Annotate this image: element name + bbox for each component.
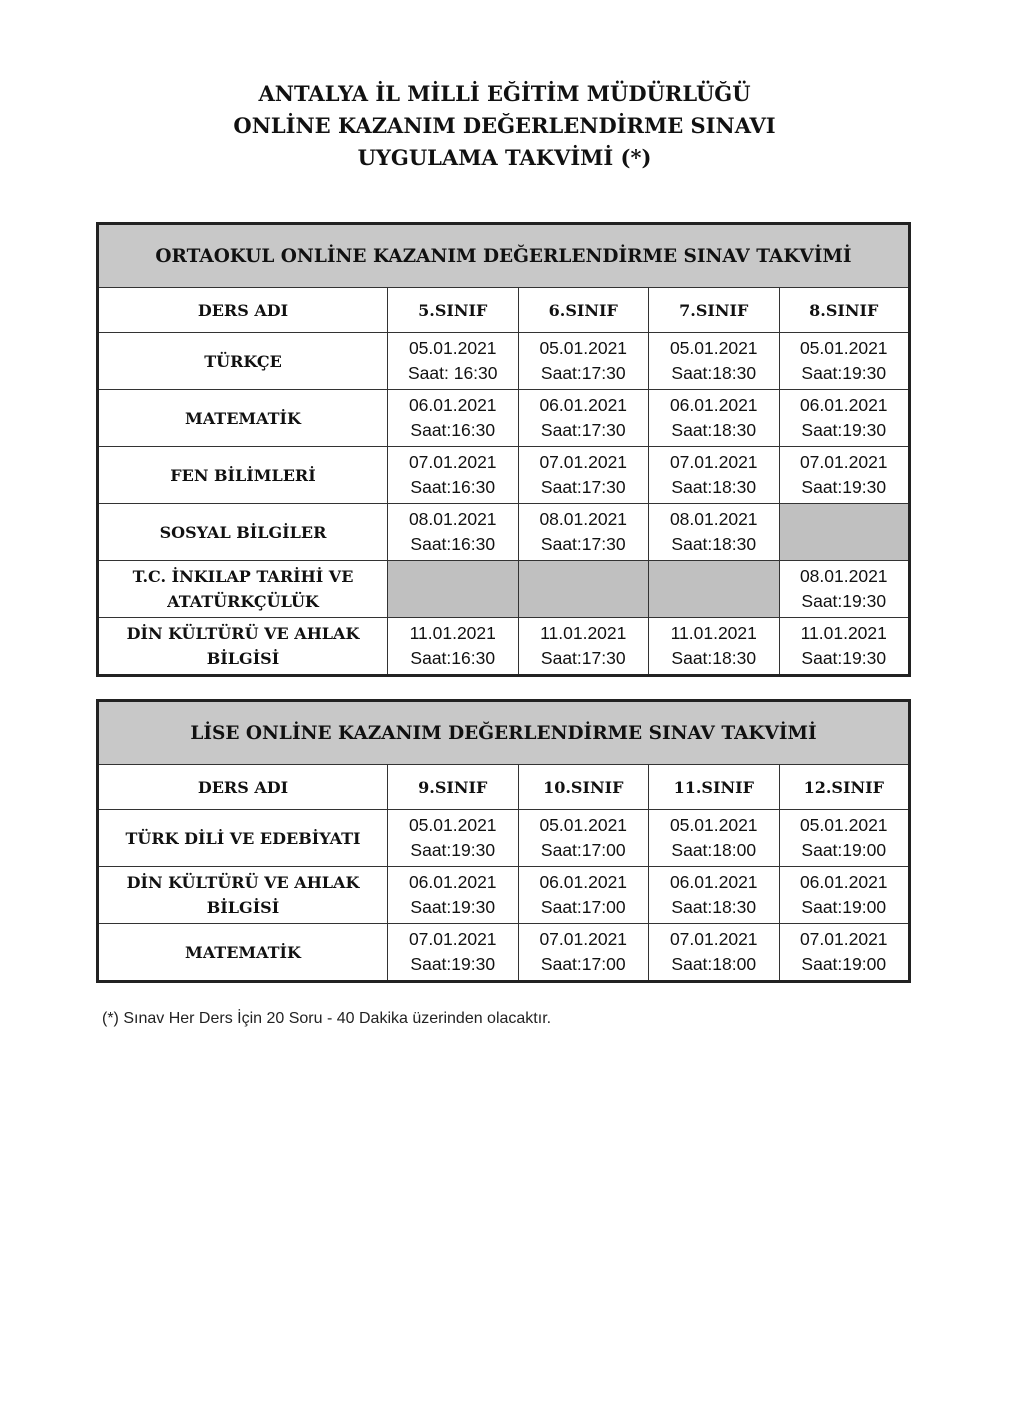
- table-row: [98, 333, 910, 390]
- lise-column-header-row: [98, 765, 910, 810]
- exam-time: Saat:19:30: [801, 363, 887, 383]
- exam-date: 11.01.2021: [409, 622, 496, 643]
- exam-time: Saat:16:30: [410, 477, 496, 497]
- exam-cell: [518, 447, 649, 504]
- subject-name: MATEMATİK: [185, 408, 301, 428]
- exam-date: 05.01.2021: [669, 337, 758, 358]
- exam-cell: [649, 333, 780, 390]
- column-header: DERS ADI: [98, 765, 388, 810]
- exam-cell: [388, 618, 519, 676]
- exam-cell: [779, 810, 910, 867]
- exam-time: Saat:19:00: [801, 954, 887, 974]
- empty-cell: [518, 561, 649, 618]
- exam-date: 07.01.2021: [799, 451, 888, 472]
- exam-cell: [779, 924, 910, 982]
- exam-cell: [649, 504, 780, 561]
- exam-time: Saat:19:00: [801, 897, 887, 917]
- subject-name-line-2: BİLGİSİ: [206, 649, 280, 668]
- empty-cell: [779, 504, 910, 561]
- subject-name: TÜRK DİLİ VE EDEBİYATI: [125, 828, 361, 848]
- lise-title-row: [98, 701, 910, 765]
- exam-date: 05.01.2021: [799, 337, 888, 358]
- exam-time: Saat:19:30: [801, 477, 887, 497]
- exam-date: 06.01.2021: [669, 394, 758, 415]
- subject-cell: [98, 390, 388, 447]
- exam-date: 06.01.2021: [799, 871, 888, 892]
- table-row: [98, 924, 910, 982]
- exam-date: 05.01.2021: [539, 337, 628, 358]
- exam-date: 06.01.2021: [799, 394, 888, 415]
- lise-schedule-table: [96, 699, 911, 983]
- table-row: [98, 390, 910, 447]
- subject-name: FEN BİLİMLERİ: [170, 465, 316, 485]
- subject-cell: [98, 447, 388, 504]
- exam-date: 08.01.2021: [799, 565, 888, 586]
- subject-name-line-2: BİLGİSİ: [206, 898, 280, 917]
- exam-cell: [518, 504, 649, 561]
- exam-date: 08.01.2021: [539, 508, 628, 529]
- exam-time: Saat: 16:30: [407, 363, 498, 383]
- exam-cell: [518, 618, 649, 676]
- exam-time: Saat:19:30: [801, 420, 887, 440]
- exam-time: Saat:18:00: [671, 840, 757, 860]
- exam-time: Saat:19:30: [801, 591, 887, 611]
- table-row: [98, 504, 910, 561]
- exam-cell: [388, 504, 519, 561]
- ortaokul-title-row: [98, 224, 910, 288]
- subject-cell: [98, 867, 388, 924]
- table-row: [98, 867, 910, 924]
- exam-date: 06.01.2021: [408, 394, 497, 415]
- exam-date: 11.01.2021: [670, 622, 757, 643]
- exam-date: 06.01.2021: [669, 871, 758, 892]
- column-header: 5.SINIF: [388, 288, 519, 333]
- exam-cell: [388, 924, 519, 982]
- exam-time: Saat:18:00: [671, 954, 757, 974]
- exam-time: Saat:16:30: [410, 420, 496, 440]
- exam-date: 11.01.2021: [540, 622, 627, 643]
- exam-time: Saat:18:30: [671, 648, 757, 668]
- exam-time: Saat:16:30: [410, 648, 496, 668]
- ortaokul-table-title: ORTAOKUL ONLİNE KAZANIM DEĞERLENDİRME SINAV TAKVİMİ: [98, 224, 910, 288]
- exam-date: 05.01.2021: [408, 814, 497, 835]
- exam-cell: [388, 867, 519, 924]
- exam-date: 05.01.2021: [669, 814, 758, 835]
- exam-cell: [518, 390, 649, 447]
- exam-cell: [779, 867, 910, 924]
- subject-name: MATEMATİK: [185, 942, 301, 962]
- exam-time: Saat:18:30: [671, 420, 757, 440]
- title-line-3: UYGULAMA TAKVİMİ (*): [357, 145, 652, 170]
- exam-cell: [388, 447, 519, 504]
- table-row: [98, 810, 910, 867]
- table-row: [98, 447, 910, 504]
- ortaokul-column-header-row: [98, 288, 910, 333]
- exam-time: Saat:17:30: [540, 648, 626, 668]
- title-line-2: ONLİNE KAZANIM DEĞERLENDİRME SINAVI: [233, 113, 776, 138]
- subject-cell: [98, 924, 388, 982]
- subject-cell: [98, 333, 388, 390]
- exam-cell: [779, 447, 910, 504]
- exam-time: Saat:19:00: [801, 840, 887, 860]
- table-row: [98, 618, 910, 676]
- subject-name: SOSYAL BİLGİLER: [159, 522, 327, 542]
- exam-cell: [779, 333, 910, 390]
- subject-name: DİN KÜLTÜRÜ VE AHLAK: [126, 873, 360, 892]
- column-header: 11.SINIF: [649, 765, 780, 810]
- footnote: (*) Sınav Her Ders İçin 20 Soru - 40 Dakika üzerinden olacaktır.: [102, 1010, 552, 1027]
- exam-cell: [518, 924, 649, 982]
- exam-date: 11.01.2021: [800, 622, 887, 643]
- exam-date: 07.01.2021: [408, 928, 497, 949]
- exam-date: 06.01.2021: [539, 871, 628, 892]
- exam-cell: [518, 867, 649, 924]
- exam-time: Saat:17:00: [540, 897, 626, 917]
- exam-cell: [649, 447, 780, 504]
- document-title: [0, 78, 1009, 174]
- exam-date: 05.01.2021: [799, 814, 888, 835]
- column-header: DERS ADI: [98, 288, 388, 333]
- subject-cell: [98, 561, 388, 618]
- ortaokul-schedule-table: [96, 222, 911, 677]
- title-line-1: ANTALYA İL MİLLİ EĞİTİM MÜDÜRLÜĞÜ: [258, 81, 751, 106]
- empty-cell: [388, 561, 519, 618]
- exam-date: 08.01.2021: [669, 508, 758, 529]
- exam-date: 06.01.2021: [408, 871, 497, 892]
- column-header: 9.SINIF: [388, 765, 519, 810]
- exam-time: Saat:19:30: [410, 954, 496, 974]
- column-header: 6.SINIF: [518, 288, 649, 333]
- column-header: 8.SINIF: [779, 288, 910, 333]
- exam-time: Saat:17:00: [540, 954, 626, 974]
- exam-date: 07.01.2021: [408, 451, 497, 472]
- table-row: [98, 561, 910, 618]
- exam-cell: [518, 333, 649, 390]
- exam-time: Saat:18:30: [671, 534, 757, 554]
- exam-time: Saat:18:30: [671, 363, 757, 383]
- exam-cell: [779, 561, 910, 618]
- exam-cell: [649, 810, 780, 867]
- exam-cell: [388, 810, 519, 867]
- exam-time: Saat:18:30: [671, 897, 757, 917]
- column-header: 7.SINIF: [649, 288, 780, 333]
- exam-date: 05.01.2021: [539, 814, 628, 835]
- exam-time: Saat:16:30: [410, 534, 496, 554]
- exam-time: Saat:17:30: [540, 420, 626, 440]
- exam-date: 05.01.2021: [408, 337, 497, 358]
- subject-name: DİN KÜLTÜRÜ VE AHLAK: [126, 624, 360, 643]
- exam-date: 07.01.2021: [669, 928, 758, 949]
- exam-time: Saat:19:30: [410, 840, 496, 860]
- exam-time: Saat:17:30: [540, 363, 626, 383]
- exam-time: Saat:17:30: [540, 477, 626, 497]
- exam-time: Saat:19:30: [801, 648, 887, 668]
- exam-time: Saat:18:30: [671, 477, 757, 497]
- subject-cell: [98, 810, 388, 867]
- exam-time: Saat:17:00: [540, 840, 626, 860]
- column-header: 12.SINIF: [779, 765, 910, 810]
- exam-date: 07.01.2021: [799, 928, 888, 949]
- lise-table-title: LİSE ONLİNE KAZANIM DEĞERLENDİRME SINAV TAKVİMİ: [98, 701, 910, 765]
- exam-date: 06.01.2021: [539, 394, 628, 415]
- exam-cell: [649, 390, 780, 447]
- empty-cell: [649, 561, 780, 618]
- exam-time: Saat:17:30: [540, 534, 626, 554]
- subject-name: T.C. İNKILAP TARİHİ VE: [132, 567, 354, 586]
- exam-cell: [649, 924, 780, 982]
- column-header: 10.SINIF: [518, 765, 649, 810]
- subject-name: TÜRKÇE: [204, 351, 282, 371]
- subject-name-line-2: ATATÜRKÇÜLÜK: [167, 592, 319, 611]
- exam-cell: [388, 390, 519, 447]
- exam-cell: [779, 390, 910, 447]
- exam-cell: [518, 810, 649, 867]
- subject-cell: [98, 618, 388, 676]
- exam-cell: [649, 618, 780, 676]
- exam-date: 07.01.2021: [539, 451, 628, 472]
- subject-cell: [98, 504, 388, 561]
- exam-cell: [388, 333, 519, 390]
- exam-time: Saat:19:30: [410, 897, 496, 917]
- exam-date: 07.01.2021: [669, 451, 758, 472]
- exam-cell: [649, 867, 780, 924]
- exam-date: 08.01.2021: [408, 508, 497, 529]
- exam-cell: [779, 618, 910, 676]
- exam-date: 07.01.2021: [539, 928, 628, 949]
